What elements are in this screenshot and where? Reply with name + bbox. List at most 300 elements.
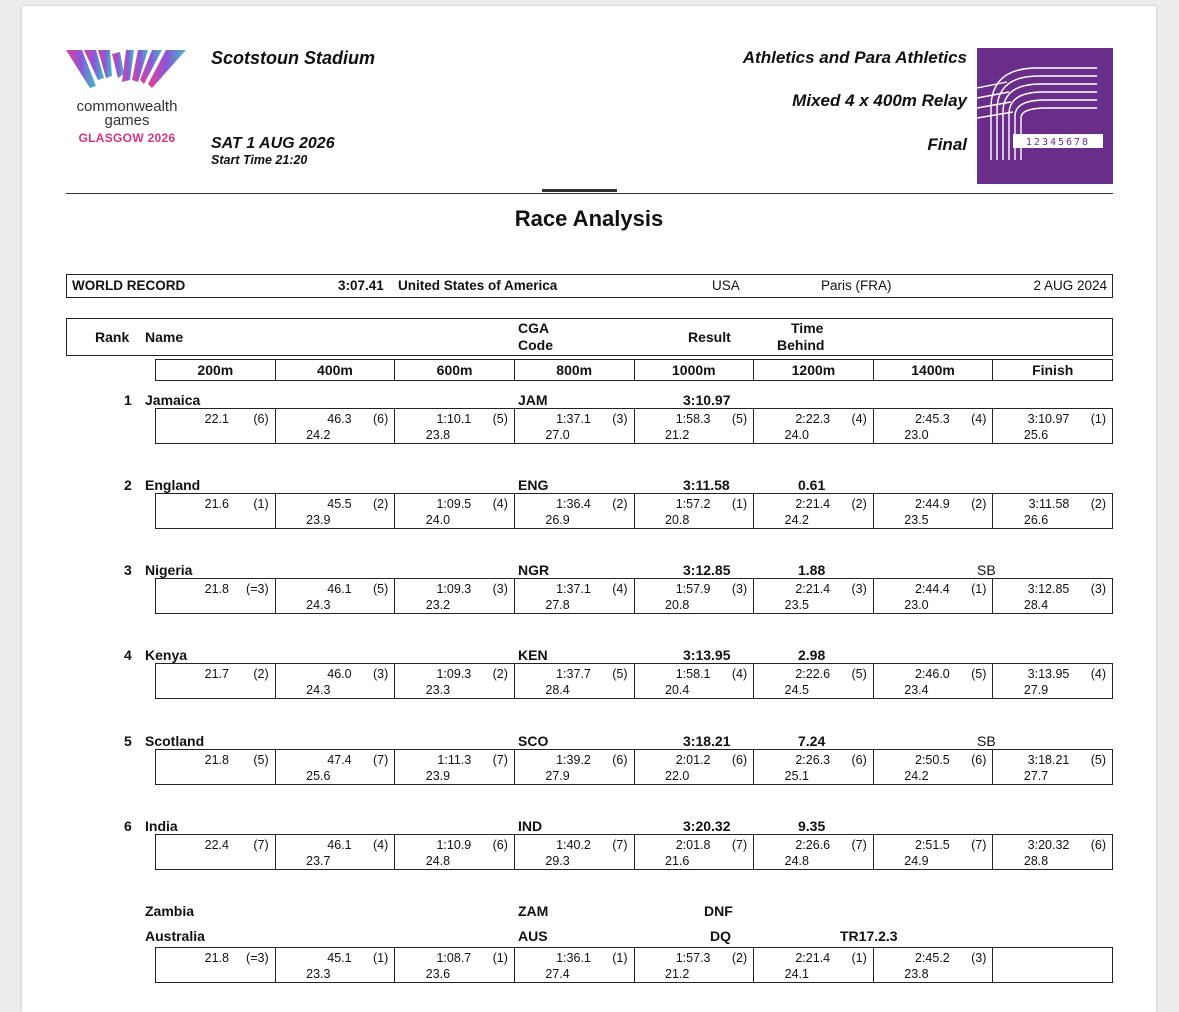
leg-time: 24.3 — [306, 598, 331, 612]
leg-time: 28.4 — [545, 683, 570, 697]
cumulative-time: 21.7 — [204, 667, 229, 681]
leg-time: 27.7 — [1023, 769, 1049, 783]
leg-time: 23.5 — [904, 513, 929, 527]
commonwealth-games-logo — [62, 48, 192, 98]
cumulative-time: 2:21.4 — [795, 951, 831, 965]
split-times-box — [155, 578, 1113, 614]
split-col-finish: Finish — [1032, 362, 1074, 378]
results-sheet — [22, 6, 1156, 1012]
cumulative-time: 2:44.4 — [914, 582, 950, 596]
team-rank: 5 — [124, 733, 132, 749]
leg-time: 23.0 — [904, 428, 929, 442]
leg-time: 25.6 — [1023, 428, 1049, 442]
team-result: 3:20.32 — [683, 818, 731, 834]
split-position: (=3) — [246, 951, 269, 965]
team-code: AUS — [518, 928, 548, 944]
split-cell — [754, 835, 874, 869]
team-code: ENG — [518, 477, 549, 493]
cumulative-time: 2:45.2 — [914, 951, 950, 965]
cumulative-time: 3:11.58 — [1028, 497, 1070, 511]
wr-place: Paris (FRA) — [821, 278, 892, 293]
world-record-bar — [66, 274, 1113, 298]
cumulative-time: 3:12.85 — [1027, 582, 1070, 596]
leg-time: 27.0 — [545, 428, 570, 442]
team-result: DNF — [704, 903, 733, 919]
split-position: (6) — [612, 753, 628, 767]
leg-time: 23.4 — [904, 683, 929, 697]
split-position: (3) — [851, 582, 867, 596]
team-result: DQ — [710, 928, 731, 944]
split-position: (3) — [1090, 582, 1106, 596]
split-position: (1) — [731, 497, 748, 511]
col-result: Result — [688, 329, 731, 345]
leg-time: 29.3 — [545, 854, 570, 868]
team-name: Australia — [145, 928, 205, 944]
wr-code: USA — [712, 278, 740, 293]
split-cell — [635, 948, 755, 982]
team-result: 3:18.21 — [683, 733, 731, 749]
team-name: Jamaica — [145, 392, 201, 408]
col-rank: Rank — [95, 329, 130, 345]
split-position: (2) — [492, 667, 508, 681]
split-cell — [993, 579, 1112, 613]
cumulative-time: 2:22.3 — [795, 412, 831, 426]
leg-time: 24.8 — [425, 854, 451, 868]
split-position: (7) — [612, 838, 628, 852]
cumulative-time: 46.1 — [327, 582, 352, 596]
split-position: (3) — [492, 582, 508, 596]
team-rank: 6 — [124, 818, 132, 834]
leg-time: 21.2 — [665, 967, 690, 981]
split-cell — [515, 494, 635, 528]
leg-time: 27.9 — [1023, 683, 1049, 697]
cumulative-time: 1:39.2 — [556, 753, 591, 767]
leg-time: 23.7 — [306, 854, 331, 868]
split-position: (6) — [851, 753, 867, 767]
split-cell — [993, 664, 1112, 698]
cumulative-time: 1:36.1 — [556, 951, 591, 965]
split-times-box — [155, 834, 1113, 870]
cumulative-time: 21.6 — [204, 497, 229, 511]
split-cell — [874, 948, 994, 982]
event-name: Mixed 4 x 400m Relay — [792, 91, 967, 110]
split-cell — [754, 664, 874, 698]
split-cell — [395, 948, 515, 982]
cumulative-time: 1:37.1 — [556, 412, 591, 426]
team-time-behind: 2.98 — [798, 647, 826, 663]
leg-time: 24.8 — [784, 854, 809, 868]
split-position: (4) — [612, 582, 628, 596]
split-cell — [874, 835, 994, 869]
split-position: (5) — [492, 412, 508, 426]
team-code: ZAM — [518, 903, 549, 919]
cumulative-time: 1:36.4 — [556, 497, 591, 511]
team-result: 3:13.95 — [683, 647, 731, 663]
split-col-400m: 400m — [276, 360, 396, 380]
split-cell — [515, 579, 635, 613]
split-cell — [993, 835, 1112, 869]
leg-time: 23.3 — [425, 683, 451, 697]
split-position: (3) — [971, 951, 987, 965]
leg-time: 23.3 — [306, 967, 331, 981]
logo-wordmark: commonwealth games — [76, 98, 178, 129]
cumulative-time: 3:18.21 — [1027, 753, 1070, 767]
sport-name: Athletics and Para Athletics — [742, 48, 967, 67]
cumulative-time: 2:26.6 — [795, 838, 831, 852]
split-cell — [156, 664, 276, 698]
leg-time: 21.6 — [665, 854, 690, 868]
split-position: (2) — [851, 497, 867, 511]
split-cell — [754, 494, 874, 528]
cumulative-time: 2:21.4 — [795, 582, 831, 596]
cumulative-time: 21.8 — [204, 753, 229, 767]
header-rule-accent — [542, 189, 617, 192]
cumulative-time: 45.1 — [327, 951, 352, 965]
team-rank: 4 — [124, 647, 132, 663]
cumulative-time: 1:57.3 — [675, 951, 711, 965]
cumulative-time: 46.3 — [327, 412, 352, 426]
split-cell — [874, 579, 994, 613]
split-position: (5) — [851, 667, 867, 681]
split-cell — [754, 948, 874, 982]
event-phase: Final — [927, 135, 967, 154]
split-position: (4) — [971, 412, 987, 426]
split-position: (2) — [731, 951, 748, 965]
split-position: (6) — [1090, 838, 1106, 852]
split-cell — [515, 835, 635, 869]
team-time-behind: 9.35 — [798, 818, 826, 834]
split-cell — [515, 948, 635, 982]
wr-holder: United States of America — [398, 278, 558, 293]
split-cell — [754, 579, 874, 613]
cumulative-time: 1:40.2 — [556, 838, 591, 852]
split-col-800m: 800m — [515, 360, 635, 380]
cumulative-time: 1:58.1 — [675, 667, 711, 681]
split-cell — [993, 750, 1112, 784]
split-times-box — [155, 408, 1113, 444]
leg-time: 24.3 — [306, 683, 331, 697]
cumulative-time: 1:10.9 — [436, 838, 472, 852]
split-cell — [754, 409, 874, 443]
cumulative-time: 2:51.5 — [914, 838, 950, 852]
split-position: (1) — [492, 951, 508, 965]
split-cell — [754, 750, 874, 784]
leg-time: 20.8 — [665, 513, 690, 527]
cumulative-time: 1:57.2 — [675, 497, 711, 511]
team-result: 3:10.97 — [683, 392, 731, 408]
split-position: (2) — [372, 497, 389, 511]
team-row-zambia — [22, 903, 1156, 921]
leg-time: 25.1 — [784, 769, 809, 783]
split-position: (2) — [253, 667, 269, 681]
page-title: Race Analysis — [514, 206, 664, 231]
cumulative-time: 2:26.3 — [795, 753, 831, 767]
athletics-track-icon — [977, 48, 1113, 184]
split-cell — [874, 409, 994, 443]
split-position: (4) — [492, 497, 508, 511]
svg-text:12345678: 12345678 — [1025, 137, 1091, 148]
split-position: (6) — [253, 412, 269, 426]
leg-time: 24.2 — [904, 769, 929, 783]
leg-time: 27.8 — [545, 598, 570, 612]
split-cell — [276, 579, 396, 613]
split-position: (4) — [1090, 667, 1106, 681]
team-result: 3:12.85 — [683, 562, 731, 578]
split-position: (5) — [731, 412, 748, 426]
leg-time: 24.2 — [784, 513, 809, 527]
leg-time: 23.8 — [904, 967, 929, 981]
cumulative-time: 1:10.1 — [436, 412, 472, 426]
split-cell — [635, 579, 755, 613]
cumulative-time: 2:01.8 — [675, 838, 711, 852]
leg-time: 28.8 — [1023, 854, 1049, 868]
cumulative-time: 2:45.3 — [914, 412, 950, 426]
team-rule: TR17.2.3 — [840, 928, 898, 944]
cumulative-time: 1:57.9 — [675, 582, 711, 596]
split-position: (5) — [971, 667, 987, 681]
leg-time: 23.5 — [784, 598, 809, 612]
split-position: (1) — [1090, 412, 1106, 426]
wr-label: WORLD RECORD — [72, 278, 186, 293]
team-name: Scotland — [145, 733, 205, 749]
split-position: (=3) — [246, 582, 269, 596]
leg-time: 24.0 — [425, 513, 451, 527]
split-position: (1) — [612, 951, 628, 965]
cumulative-time: 1:09.5 — [436, 497, 472, 511]
cumulative-time: 3:13.95 — [1027, 667, 1070, 681]
split-col-1000m: 1000m — [635, 360, 755, 380]
cumulative-time: 1:37.7 — [556, 667, 591, 681]
col-time: Time — [791, 320, 824, 336]
leg-time: 24.9 — [904, 854, 929, 868]
leg-time: 20.8 — [665, 598, 690, 612]
split-cell — [515, 750, 635, 784]
splits-header — [155, 359, 1113, 381]
split-cell — [515, 664, 635, 698]
team-row-australia — [22, 928, 1156, 946]
col-name: Name — [145, 329, 184, 345]
leg-time: 23.9 — [306, 513, 331, 527]
split-cell — [993, 948, 1112, 982]
team-name: Zambia — [145, 903, 195, 919]
team-rank: 2 — [124, 477, 132, 493]
leg-time: 24.5 — [784, 683, 809, 697]
col-code: Code — [518, 337, 553, 353]
split-cell — [635, 494, 755, 528]
split-cell — [395, 494, 515, 528]
team-note: SB — [977, 733, 996, 749]
split-cell — [395, 409, 515, 443]
team-name: Nigeria — [145, 562, 193, 578]
team-rank: 3 — [124, 562, 132, 578]
split-position: (7) — [253, 838, 269, 852]
split-position: (7) — [971, 838, 987, 852]
split-position: (7) — [492, 753, 508, 767]
leg-time: 26.6 — [1023, 513, 1049, 527]
leg-time: 23.0 — [904, 598, 929, 612]
split-position: (1) — [372, 951, 389, 965]
team-name: England — [145, 477, 201, 493]
team-time-behind: 1.88 — [798, 562, 826, 578]
split-position: (7) — [851, 838, 867, 852]
split-position: (6) — [731, 753, 748, 767]
split-position: (1) — [971, 582, 987, 596]
split-position: (3) — [731, 582, 748, 596]
cumulative-time: 22.1 — [204, 412, 229, 426]
split-position: (7) — [372, 753, 389, 767]
split-position: (3) — [612, 412, 628, 426]
split-col-1200m: 1200m — [754, 360, 874, 380]
split-position: (6) — [372, 412, 389, 426]
split-position: (5) — [612, 667, 628, 681]
leg-time: 28.4 — [1023, 598, 1049, 612]
split-cell — [993, 409, 1112, 443]
split-cell — [156, 750, 276, 784]
cumulative-time: 2:44.9 — [914, 497, 950, 511]
split-times-box — [155, 749, 1113, 785]
split-position: (3) — [372, 667, 389, 681]
cumulative-time: 22.4 — [204, 838, 229, 852]
split-position: (6) — [492, 838, 508, 852]
split-cell — [635, 835, 755, 869]
logo-subtitle: GLASGOW 2026 — [78, 131, 176, 145]
leg-time: 24.1 — [784, 967, 809, 981]
wr-time: 3:07.41 — [338, 278, 384, 293]
split-col-600m: 600m — [395, 360, 515, 380]
cumulative-time: 1:11.3 — [437, 753, 472, 767]
leg-time: 27.4 — [545, 967, 570, 981]
cumulative-time: 1:09.3 — [436, 667, 472, 681]
leg-time: 23.9 — [425, 769, 451, 783]
split-col-200m: 200m — [156, 360, 276, 380]
split-position: (1) — [253, 497, 269, 511]
team-time-behind: 7.24 — [798, 733, 826, 749]
split-times-box — [155, 663, 1113, 699]
cumulative-time: 21.8 — [204, 951, 229, 965]
split-cell — [874, 664, 994, 698]
split-cell — [635, 750, 755, 784]
cumulative-time: 1:09.3 — [436, 582, 472, 596]
leg-time: 25.6 — [306, 769, 331, 783]
cumulative-time: 46.1 — [327, 838, 352, 852]
col-cga: CGA — [518, 320, 550, 336]
team-name: India — [145, 818, 178, 834]
split-cell — [276, 409, 396, 443]
leg-time: 23.8 — [425, 428, 451, 442]
split-position: (5) — [253, 753, 269, 767]
split-cell — [276, 948, 396, 982]
cumulative-time: 2:46.0 — [914, 667, 950, 681]
split-cell — [156, 579, 276, 613]
cumulative-time: 47.4 — [327, 753, 352, 767]
event-date: SAT 1 AUG 2026 — [211, 135, 335, 152]
split-cell — [156, 948, 276, 982]
cumulative-time: 2:21.4 — [795, 497, 831, 511]
cumulative-time: 1:58.3 — [675, 412, 711, 426]
leg-time: 23.2 — [425, 598, 451, 612]
team-name: Kenya — [145, 647, 188, 663]
col-behind: Behind — [777, 337, 825, 353]
split-position: (1) — [851, 951, 867, 965]
split-cell — [395, 750, 515, 784]
team-code: NGR — [518, 562, 550, 578]
team-code: SCO — [518, 733, 549, 749]
split-position: (2) — [1090, 497, 1106, 511]
team-code: JAM — [518, 392, 548, 408]
split-cell — [156, 409, 276, 443]
split-position: (2) — [612, 497, 628, 511]
column-header — [66, 318, 1113, 356]
cumulative-time: 2:01.2 — [675, 753, 711, 767]
split-position: (5) — [372, 582, 389, 596]
split-cell — [156, 835, 276, 869]
leg-time: 27.9 — [545, 769, 570, 783]
leg-time: 23.6 — [425, 967, 451, 981]
team-code: KEN — [518, 647, 548, 663]
split-position: (7) — [731, 838, 748, 852]
split-cell — [635, 409, 755, 443]
leg-time: 20.4 — [665, 683, 690, 697]
split-position: (2) — [971, 497, 987, 511]
split-cell — [276, 750, 396, 784]
cumulative-time: 3:10.97 — [1027, 412, 1070, 426]
split-position: (4) — [731, 667, 748, 681]
leg-time: 22.0 — [665, 769, 690, 783]
split-cell — [395, 835, 515, 869]
cumulative-time: 1:37.1 — [556, 582, 591, 596]
split-cell — [993, 494, 1112, 528]
team-time-behind: 0.61 — [798, 477, 826, 493]
cumulative-time: 2:50.5 — [914, 753, 950, 767]
venue-name: Scotstoun Stadium — [211, 48, 376, 68]
split-col-1400m: 1400m — [874, 360, 994, 380]
leg-time: 26.9 — [545, 513, 570, 527]
split-cell — [276, 494, 396, 528]
split-cell — [395, 579, 515, 613]
split-times-box — [155, 493, 1113, 529]
split-cell — [395, 664, 515, 698]
split-cell — [515, 409, 635, 443]
cumulative-time: 2:22.6 — [795, 667, 831, 681]
split-cell — [635, 664, 755, 698]
split-cell — [874, 494, 994, 528]
split-cell — [276, 664, 396, 698]
split-position: (4) — [851, 412, 867, 426]
split-cell — [156, 494, 276, 528]
split-position: (4) — [372, 838, 389, 852]
team-note: SB — [977, 562, 996, 578]
header-rule — [66, 193, 1113, 194]
start-time: Start Time 21:20 — [211, 153, 308, 167]
leg-time: 24.2 — [306, 428, 331, 442]
leg-time: 24.0 — [784, 428, 809, 442]
wr-date: 2 AUG 2024 — [1033, 278, 1107, 293]
team-rank: 1 — [124, 392, 132, 408]
split-position: (6) — [971, 753, 987, 767]
cumulative-time: 21.8 — [204, 582, 229, 596]
cumulative-time: 3:20.32 — [1027, 838, 1070, 852]
split-times-box — [155, 947, 1113, 983]
split-position: (5) — [1090, 753, 1106, 767]
team-result: 3:11.58 — [683, 477, 730, 493]
split-cell — [874, 750, 994, 784]
team-code: IND — [518, 818, 543, 834]
split-cell — [276, 835, 396, 869]
cumulative-time: 45.5 — [327, 497, 352, 511]
cumulative-time: 1:08.7 — [436, 951, 472, 965]
leg-time: 21.2 — [665, 428, 690, 442]
cumulative-time: 46.0 — [327, 667, 352, 681]
